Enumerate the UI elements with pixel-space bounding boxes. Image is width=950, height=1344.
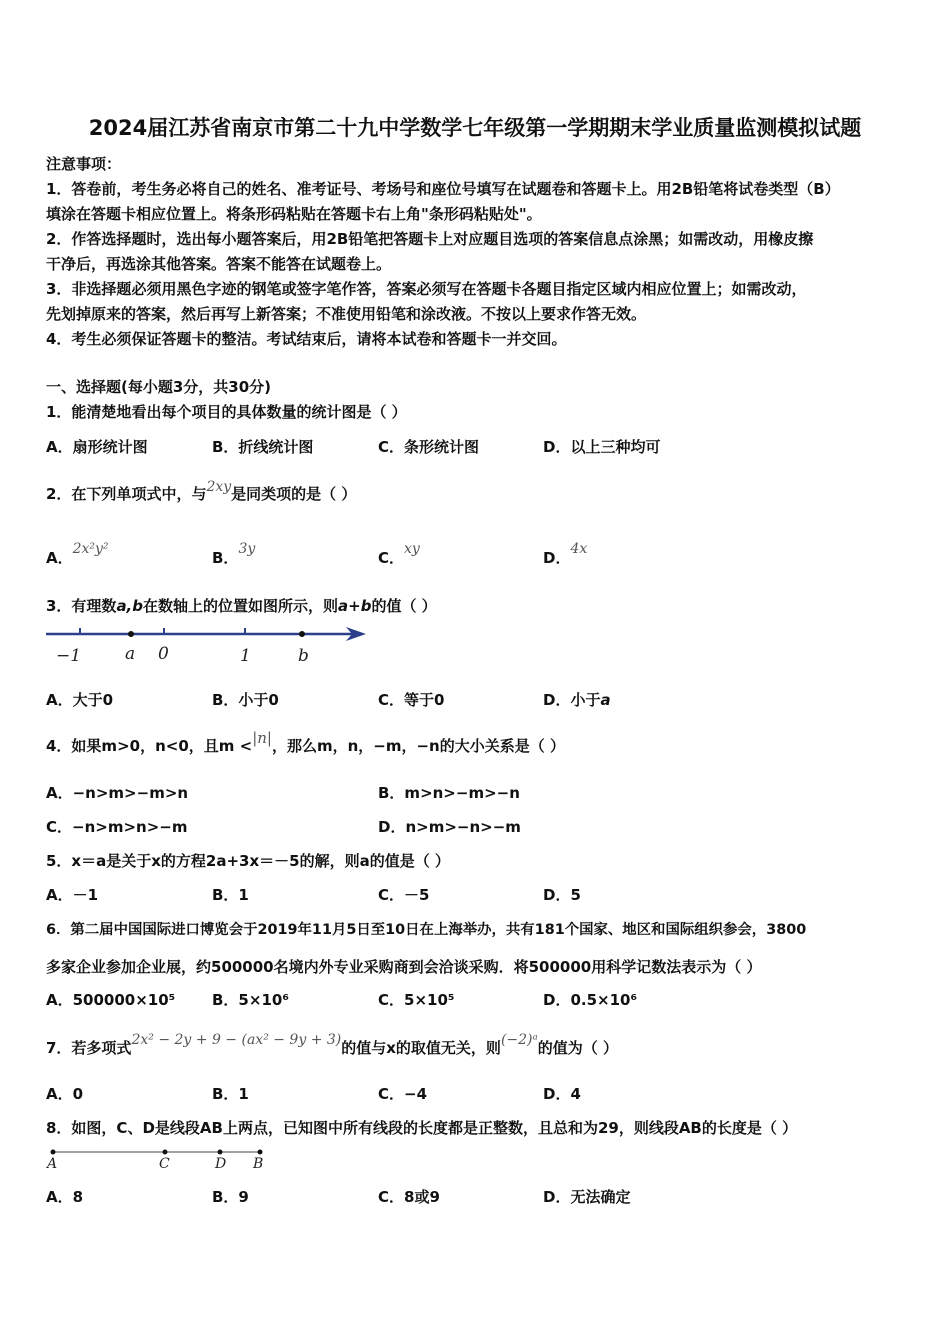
q2-option-d xyxy=(543,541,588,568)
axis-label-a: a xyxy=(125,644,136,664)
q1-option-d: D．以上三种均可 xyxy=(543,438,661,456)
q7-pow: (−2)ᵃ xyxy=(500,1032,538,1048)
q2-label-b: B． xyxy=(212,549,239,567)
question-1-stem: 1．能清楚地看出每个项目的具体数量的统计图是（ ） xyxy=(46,403,407,421)
q7-option-d: D．4 xyxy=(543,1085,581,1103)
q3-stem-a: 3．有理数 xyxy=(46,597,117,615)
q2-option-a xyxy=(46,541,109,568)
segment-label-d: D xyxy=(215,1156,227,1172)
q7-stem-a: 7．若多项式 xyxy=(46,1039,132,1057)
q2-label-d: D． xyxy=(543,549,571,567)
q4-option-c: C．−n>m>n>−m xyxy=(46,818,188,836)
q3-var-apb: a+b xyxy=(338,597,372,615)
q2-opt-b-expr: 3y xyxy=(238,541,256,557)
question-3-stem xyxy=(46,595,437,616)
q3-option-d-var: a xyxy=(600,691,611,709)
q2-opt-c-expr: xy xyxy=(404,541,420,557)
point-b-dot xyxy=(258,1150,263,1155)
q2-stem-b: 是同类项的是（ ） xyxy=(231,485,357,503)
q4-stem-a: 4．如果m>0，n<0，且m < xyxy=(46,737,253,755)
segment-figure xyxy=(48,1146,268,1160)
q3-stem-c: 的值（ ） xyxy=(371,597,437,615)
q2-label-a: A． xyxy=(46,549,73,567)
q3-option-a: A．大于0 xyxy=(46,691,114,709)
q7-stem-b: 的值与x的取值无关，则 xyxy=(341,1039,501,1057)
q7-stem-c: 的值为（ ） xyxy=(537,1039,618,1057)
section-heading: 一、选择题(每小题3分，共30分) xyxy=(46,378,272,396)
notice-block xyxy=(46,152,916,352)
notice-line: 填涂在答题卡相应位置上。将条形码粘贴在答题卡右上角"条形码粘贴处"。 xyxy=(46,205,542,223)
q3-option-c: C．等于0 xyxy=(378,691,445,709)
notice-line: 干净后，再选涂其他答案。答案不能答在试题卷上。 xyxy=(46,255,392,273)
question-5-stem: 5．x＝a是关于x的方程2a+3x＝－5的解，则a的值是（ ） xyxy=(46,852,450,870)
q6-option-b: B．5×10⁶ xyxy=(212,991,289,1009)
point-b xyxy=(299,631,305,637)
question-2-stem xyxy=(46,479,357,504)
question-7-stem xyxy=(46,1032,618,1058)
q2-option-b xyxy=(212,541,256,568)
point-a xyxy=(128,631,134,637)
q3-option-b: B．小于0 xyxy=(212,691,279,709)
q6-option-a: A．500000×10⁵ xyxy=(46,991,176,1009)
q3-option-d xyxy=(543,689,611,710)
q1-option-a: A．扇形统计图 xyxy=(46,438,148,456)
axis-label-zero: 0 xyxy=(158,644,169,664)
q5-option-a: A．－1 xyxy=(46,886,99,904)
question-8-stem: 8．如图，C、D是线段AB上两点，已知图中所有线段的长度都是正整数，且总和为29，则线段AB的长度是（ ） xyxy=(46,1119,798,1137)
q2-opt-d-expr: 4x xyxy=(570,541,588,557)
point-d-dot xyxy=(218,1150,223,1155)
notice-line: 4．考生必须保证答题卡的整洁。考试结束后，请将本试卷和答题卡一并交回。 xyxy=(46,330,567,348)
notice-line: 2．作答选择题时，选出每小题答案后，用2B铅笔把答题卡上对应题目选项的答案信息点涂黑；如需改动，用橡皮擦 xyxy=(46,230,814,248)
question-6-line-1: 6．第二届中国国际进口博览会于2019年11月5日至10日在上海举办，共有181个国家、地区和国际组织参会，3800 xyxy=(46,922,807,938)
number-line-figure xyxy=(44,622,374,672)
q2-stem-a: 2．在下列单项式中，与 xyxy=(46,485,207,503)
q5-option-d: D．5 xyxy=(543,886,581,904)
segment-label-b: B xyxy=(253,1156,264,1172)
q8-option-c: C．8或9 xyxy=(378,1188,440,1206)
notice-line: 先划掉原来的答案，然后再写上新答案；不准使用铅笔和涂改液。不按以上要求作答无效。 xyxy=(46,305,647,323)
q2-opt-a-expr: 2x²y² xyxy=(72,541,109,557)
q2-option-c xyxy=(378,541,420,568)
q5-option-b: B．1 xyxy=(212,886,249,904)
q4-option-d: D．n>m>−n>−m xyxy=(378,818,521,836)
notice-line: 3．非选择题必须用黑色字迹的钢笔或签字笔作答，答案必须写在答题卡各题目指定区域内相应位置上；如需改动， xyxy=(46,280,807,298)
q7-poly: 2x² − 2y + 9 − (ax² − 9y + 3) xyxy=(131,1032,342,1048)
point-c-dot xyxy=(163,1150,168,1155)
q4-stem-b: ，那么m，n，−m，−n的大小关系是（ ） xyxy=(271,737,565,755)
q8-option-b: B．9 xyxy=(212,1188,249,1206)
q4-option-b: B．m>n>−m>−n xyxy=(378,784,520,802)
axis-label-minus-one: −1 xyxy=(56,646,82,666)
segment-label-a: A xyxy=(47,1156,58,1172)
q8-option-d: D．无法确定 xyxy=(543,1188,631,1206)
q8-option-a: A．8 xyxy=(46,1188,84,1206)
q7-option-a: A．0 xyxy=(46,1085,84,1103)
segment-label-c: C xyxy=(159,1156,170,1172)
axis-label-b: b xyxy=(298,646,309,666)
q7-option-c: C．−4 xyxy=(378,1085,428,1103)
q5-option-c: C．－5 xyxy=(378,886,430,904)
page-title: 2024届江苏省南京市第二十九中学数学七年级第一学期期末学业质量监测模拟试题 xyxy=(88,116,862,140)
q2-label-c: C． xyxy=(378,549,405,567)
q1-option-b: B．折线统计图 xyxy=(212,438,314,456)
notice-heading: 注意事项： xyxy=(46,155,122,173)
q3-option-d-text: D．小于 xyxy=(543,691,601,709)
q1-option-c: C．条形统计图 xyxy=(378,438,480,456)
q4-option-a: A．−n>m>−m>n xyxy=(46,784,189,802)
point-a-dot xyxy=(51,1150,56,1155)
q3-stem-b: 在数轴上的位置如图所示，则 xyxy=(143,597,339,615)
q7-option-b: B．1 xyxy=(212,1085,249,1103)
question-6-line-2: 多家企业参加企业展，约500000名境内外专业采购商到会洽谈采购．将500000用科学记数法表示为（ ） xyxy=(46,958,762,976)
axis-label-one: 1 xyxy=(240,646,251,666)
q4-abs-n: |n| xyxy=(252,729,272,747)
q3-var-ab: a,b xyxy=(116,597,143,615)
q2-expr: 2xy xyxy=(206,479,232,495)
q6-option-d: D．0.5×10⁶ xyxy=(543,991,638,1009)
q6-option-c: C．5×10⁵ xyxy=(378,991,455,1009)
question-4-stem xyxy=(46,729,565,756)
notice-line: 1．答卷前，考生务必将自己的姓名、准考证号、考场号和座位号填写在试题卷和答题卡上。用2B铅笔将试卷类型（B） xyxy=(46,180,840,198)
